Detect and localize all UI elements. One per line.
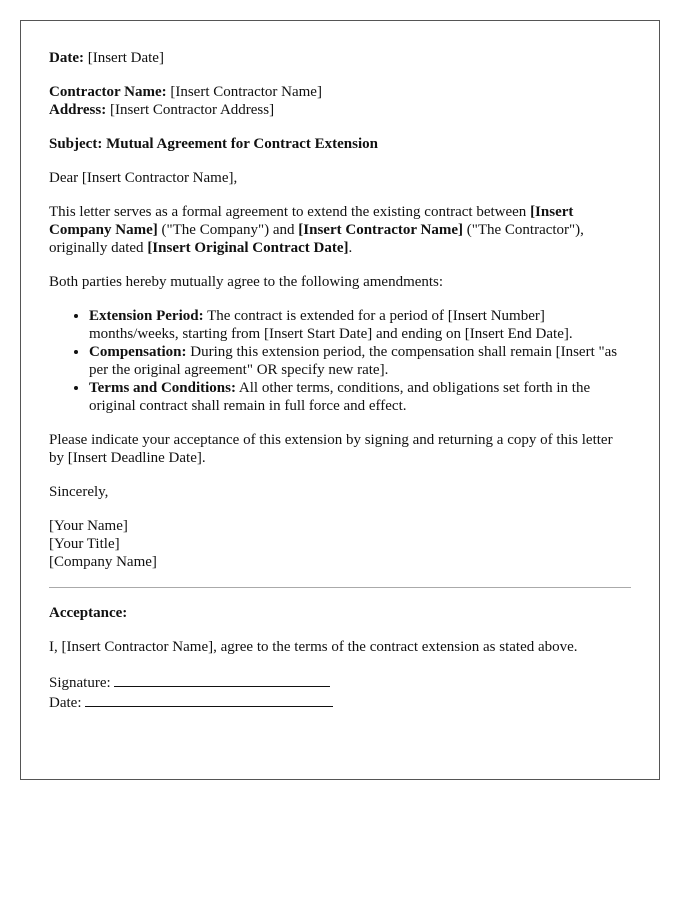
acceptance-statement: I, [Insert Contractor Name], agree to the terms of the contract extension as stated above.: [49, 639, 578, 655]
amendment-item: [89, 307, 631, 343]
address-value: [Insert Contractor Address]: [109, 102, 275, 118]
acceptance-date-label: Date:: [49, 695, 82, 711]
date-line: [49, 49, 631, 67]
amendment-item: [89, 379, 631, 415]
amendment-item: [89, 343, 631, 379]
signer-name: [Your Name]: [49, 518, 128, 534]
intro-text-2: ("The Company") and: [157, 222, 299, 238]
signer-company: [Company Name]: [49, 554, 157, 570]
divider: [49, 587, 631, 588]
letter: [20, 20, 660, 780]
address-label: Address:: [49, 102, 107, 118]
signer-title: [Your Title]: [49, 536, 120, 552]
signature-label: Signature:: [49, 675, 111, 691]
acceptance-heading-line: [49, 604, 631, 622]
intro-text-4: .: [348, 240, 353, 256]
amendments-list: [49, 307, 631, 415]
subject-line: [49, 135, 631, 153]
intro-paragraph: [49, 203, 631, 257]
signature-line: [49, 672, 631, 692]
signature-field[interactable]: [114, 672, 330, 687]
amendment-label: Compensation:: [89, 344, 187, 360]
amendment-label: Terms and Conditions:: [89, 380, 236, 396]
subject-text: Subject: Mutual Agreement for Contract Extension: [49, 136, 378, 152]
acceptance-date-field[interactable]: [85, 692, 333, 707]
original-contract-date: [Insert Original Contract Date]: [147, 240, 349, 256]
intro-text-1: This letter serves as a formal agreement to extend the existing contract between: [49, 204, 531, 220]
request-paragraph: Please indicate your acceptance of this extension by signing and returning a copy of this letter by [Insert Deadline Date].: [49, 432, 613, 466]
contractor-name: [Insert Contractor Name]: [298, 222, 463, 238]
address-line: [49, 101, 631, 119]
company-name: [Insert Company Name]: [49, 204, 574, 238]
closing: Sincerely,: [49, 484, 109, 500]
contractor-line: [49, 83, 631, 101]
date-label: Date:: [49, 50, 84, 66]
acceptance-date-line: [49, 692, 631, 712]
amendment-text: The contract is extended for a period of [Insert Number] months/weeks, starting from [Insert Start Date] and ending on [Insert End Date].: [89, 308, 573, 342]
salutation: Dear [Insert Contractor Name],: [49, 170, 238, 186]
amendment-text: All other terms, conditions, and obligations set forth in the original contract shall remain in full force and effect.: [89, 380, 591, 414]
contractor-label: Contractor Name:: [49, 84, 167, 100]
lead-in: Both parties hereby mutually agree to the following amendments:: [49, 274, 444, 290]
intro-text-3: ("The Contractor"), originally dated: [49, 222, 584, 256]
contractor-value: [Insert Contractor Name]: [170, 84, 322, 100]
acceptance-heading: Acceptance:: [49, 605, 128, 621]
date-value: [Insert Date]: [87, 50, 164, 66]
amendment-label: Extension Period:: [89, 308, 204, 324]
amendment-text: During this extension period, the compensation shall remain [Insert "as per the original agreement" OR specify new rate].: [89, 344, 618, 378]
